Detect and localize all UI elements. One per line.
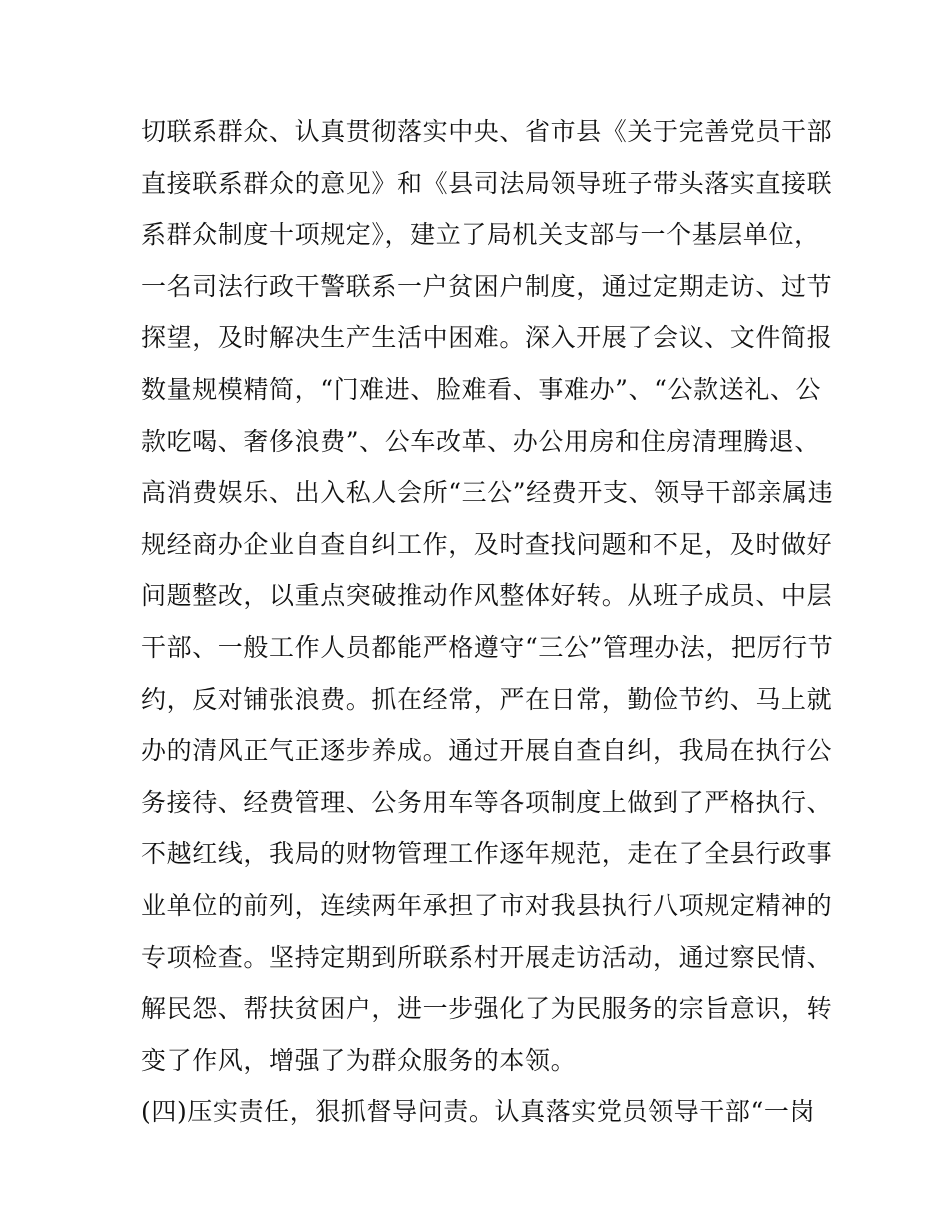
text-line: 一名司法行政干警联系一户贫困户制度，通过定期走访、过节	[141, 271, 833, 301]
text-line: 务接待、经费管理、公务用车等各项制度上做到了严格执行、	[141, 787, 833, 817]
text-line: 解民怨、帮扶贫困户，进一步强化了为民服务的宗旨意识，转	[141, 994, 833, 1024]
body-text	[141, 106, 834, 1138]
text-line: 款吃喝、奢侈浪费”、公车改革、办公用房和住房清理腾退、	[141, 426, 820, 456]
text-line: 问题整改，以重点突破推动作风整体好转。从班子成员、中层	[141, 581, 833, 611]
text-line: 干部、一般工作人员都能严格遵守“三公”管理办法，把厉行节	[141, 632, 834, 662]
text-line: 业单位的前列，连续两年承担了市对我县执行八项规定精神的	[141, 890, 833, 920]
text-line: 专项检查。坚持定期到所联系村开展走访活动，通过察民情、	[141, 942, 833, 972]
text-line: 切联系群众、认真贯彻落实中央、省市县《关于完善党员干部	[141, 117, 833, 146]
text-line: 规经商办企业自查自纠工作，及时查找问题和不足，及时做好	[141, 529, 833, 559]
text-line: 不越红线，我局的财物管理工作逐年规范，走在了全县行政事	[141, 839, 833, 869]
text-line: 办的清风正气正逐步养成。通过开展自查自纠，我局在执行公	[141, 736, 833, 766]
text-line: 变了作风，增强了为群众服务的本领。	[141, 1045, 577, 1075]
text-line: 约，反对铺张浪费。抓在经常，严在日常，勤俭节约、马上就	[141, 684, 833, 714]
section-heading-line: (四)压实责任，狠抓督导问责。认真落实党员领导干部“一岗	[141, 1097, 816, 1127]
text-line: 高消费娱乐、出入私人会所“三公”经费开支、领导干部亲属违	[141, 478, 834, 508]
text-line: 系群众制度十项规定》，建立了局机关支部与一个基层单位，	[141, 220, 820, 250]
text-line: 数量规模精简，“门难进、脸难看、事难办”、“公款送礼、公	[141, 374, 822, 404]
text-line: 直接联系群众的意见》和《县司法局领导班子带头落实直接联	[141, 168, 833, 198]
text-line: 探望，及时解决生产生活中困难。深入开展了会议、文件简报	[141, 323, 833, 353]
